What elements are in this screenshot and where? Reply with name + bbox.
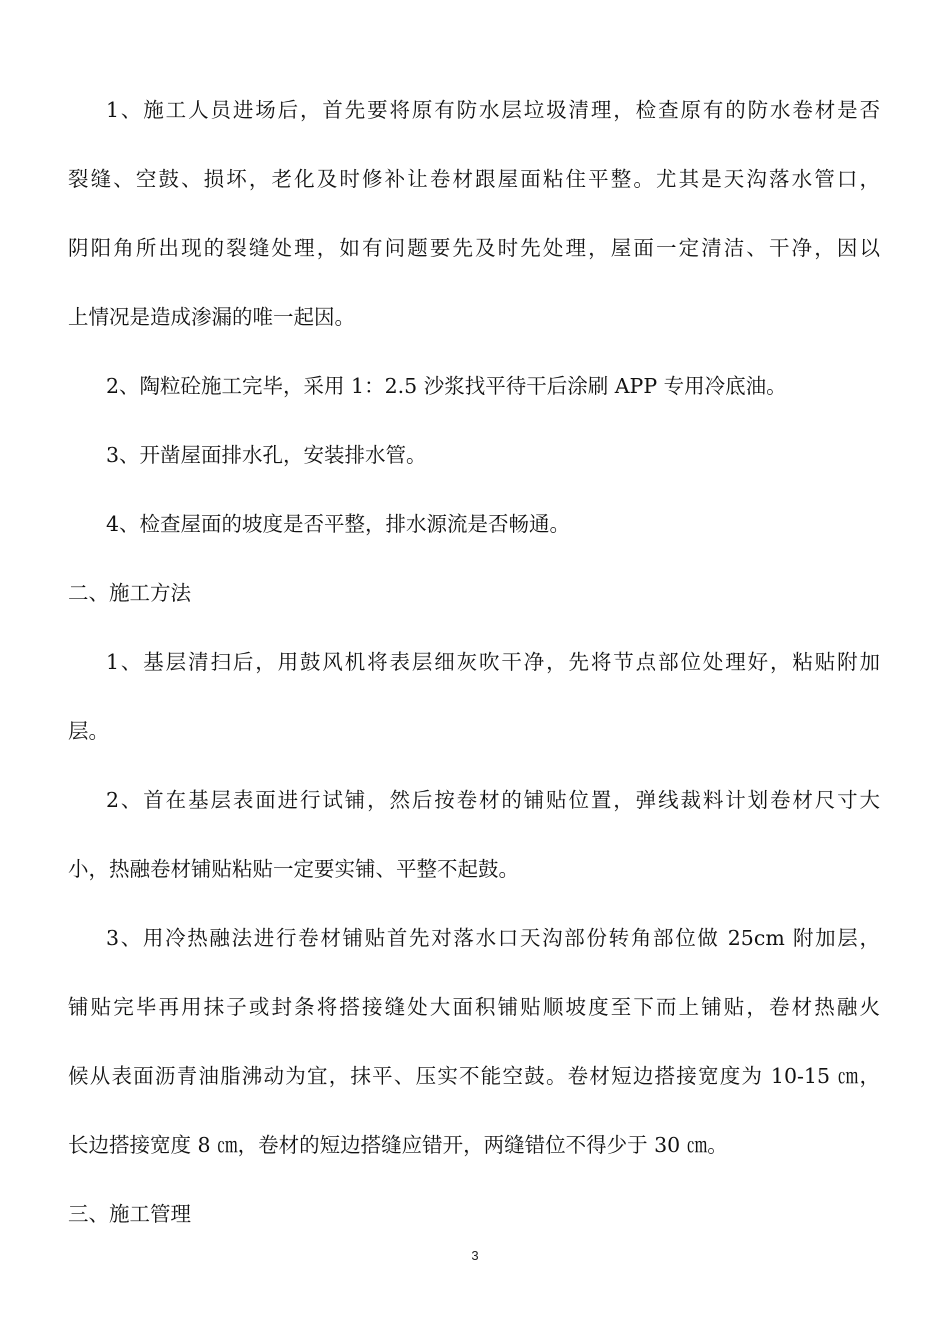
section-three-heading: 三、施工管理 xyxy=(68,1202,191,1226)
section-two-heading: 二、施工方法 xyxy=(68,581,191,605)
intro-item-1-line-2: 裂缝、空鼓、损坏，老化及时修补让卷材跟屋面粘住平整。尤其是天沟落水管口， xyxy=(68,167,880,191)
method-item-3-line-3: 候从表面沥青油脂沸动为宜，抹平、压实不能空鼓。卷材短边搭接宽度为 10-15 ㎝， xyxy=(68,1064,880,1088)
intro-item-2: 2、陶粒砼施工完毕，采用 1：2.5 沙浆找平待干后涂刷 APP 专用冷底油。 xyxy=(106,374,787,398)
method-item-3-line-4: 长边搭接宽度 8 ㎝，卷材的短边搭缝应错开，两缝错位不得少于 30 ㎝。 xyxy=(68,1133,728,1157)
intro-item-1-line-3: 阴阳角所出现的裂缝处理，如有问题要先及时先处理，屋面一定清洁、干净，因以 xyxy=(68,236,880,260)
method-item-2-line-2: 小，热融卷材铺贴粘贴一定要实铺、平整不起鼓。 xyxy=(68,857,519,881)
intro-item-3: 3、开凿屋面排水孔，安装排水管。 xyxy=(106,443,427,467)
method-item-3-line-1: 3、用冷热融法进行卷材铺贴首先对落水口天沟部份转角部位做 25cm 附加层， xyxy=(106,926,880,950)
method-item-1-line-1: 1、基层清扫后，用鼓风机将表层细灰吹干净，先将节点部位处理好，粘贴附加 xyxy=(106,650,880,674)
intro-item-4: 4、检查屋面的坡度是否平整，排水源流是否畅通。 xyxy=(106,512,571,536)
intro-item-1-line-1: 1、施工人员进场后，首先要将原有防水层垃圾清理，检查原有的防水卷材是否 xyxy=(106,98,880,122)
page-number: 3 xyxy=(471,1248,479,1263)
method-item-2-line-1: 2、首在基层表面进行试铺，然后按卷材的铺贴位置，弹线裁料计划卷材尺寸大 xyxy=(106,788,880,812)
intro-item-1-line-4: 上情况是造成渗漏的唯一起因。 xyxy=(68,305,355,329)
method-item-3-line-2: 铺贴完毕再用抹子或封条将搭接缝处大面积铺贴顺坡度至下而上铺贴，卷材热融火 xyxy=(68,995,880,1019)
method-item-1-line-2: 层。 xyxy=(68,719,109,743)
